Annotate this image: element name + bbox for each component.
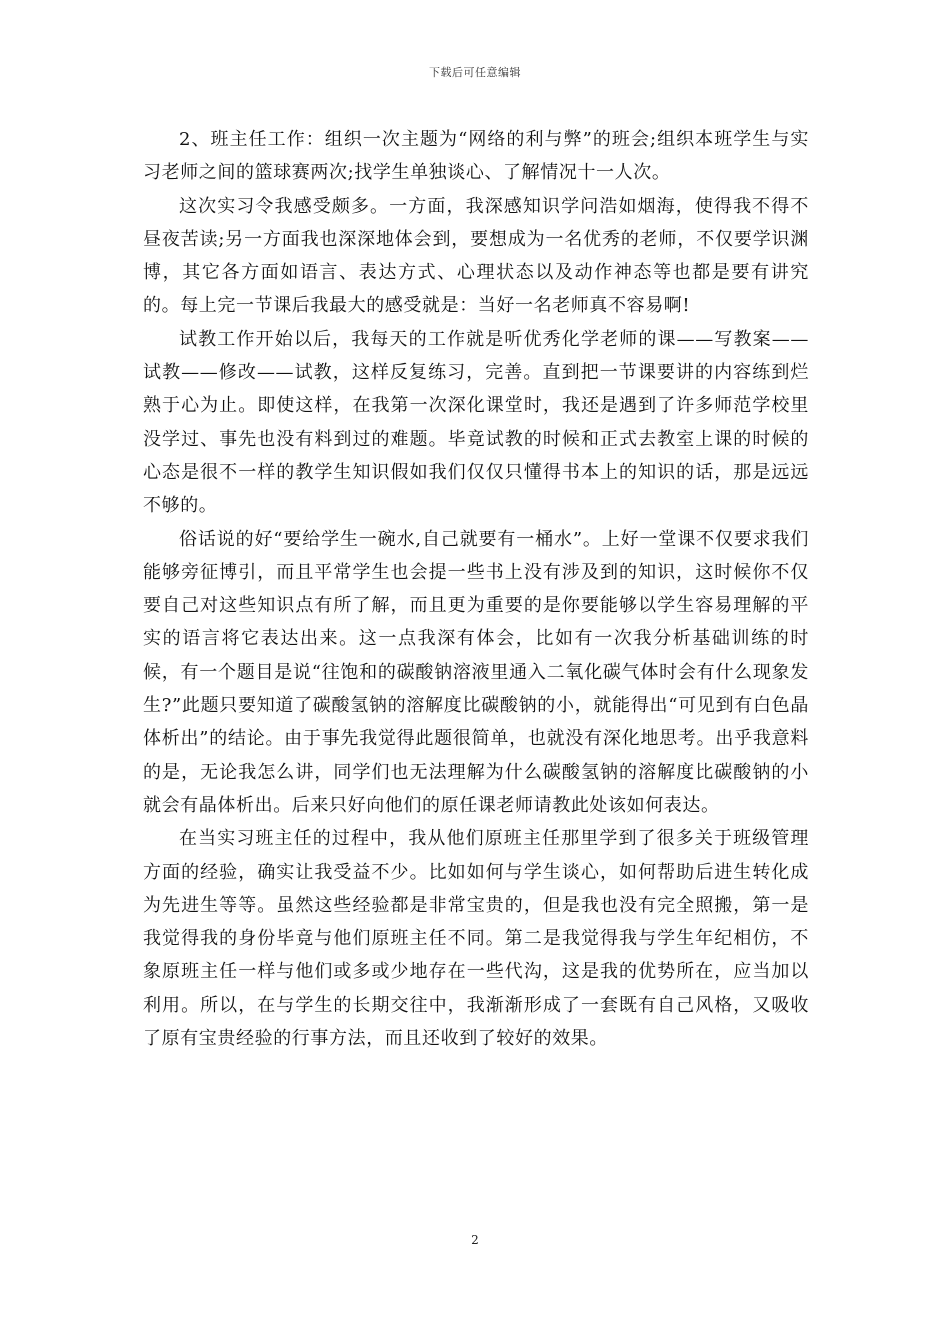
page-header: 下载后可任意编辑 bbox=[429, 66, 521, 79]
paragraph-2: 这次实习令我感受颇多。一方面，我深感知识学问浩如烟海，使得我不得不昼夜苦读;另一方面我也深深地体会到，要想成为一名优秀的老师，不仅要学识渊博，其它各方面如语言、表达方式、心理状态以及动作神态等也都是要有讲究的。每上完一节课后我最大的感受就是：当好一名老师真不容易啊! bbox=[143, 195, 809, 317]
page-number: 2 bbox=[471, 1233, 479, 1247]
paragraph-5: 在当实习班主任的过程中，我从他们原班主任那里学到了很多关于班级管理方面的经验，确实让我受益不少。比如如何与学生谈心，如何帮助后进生转化成为先进生等等。虽然这些经验都是非常宝贵的，但是我也没有完全照搬，第一是我觉得我的身份毕竟与他们原班主任不同。第二是我觉得我与学生年纪相仿，不象原班主任一样与他们或多或少地存在一些代沟，这是我的优势所在，应当加以利用。所以，在与学生的长期交往中，我渐渐形成了一套既有自己风格，又吸收了原有宝贵经验的行事方法，而且还收到了较好的效果。 bbox=[143, 828, 809, 1050]
paragraph-1: 2、班主任工作：组织一次主题为“网络的利与弊”的班会;组织本班学生与实习老师之间的篮球赛两次;找学生单独谈心、了解情况十一人次。 bbox=[143, 129, 809, 184]
paragraph-4: 俗话说的好“要给学生一碗水,自己就要有一桶水”。上好一堂课不仅要求我们能够旁征博引，而且平常学生也会提一些书上没有涉及到的知识，这时候你不仅要自己对这些知识点有所了解，而且更为重要的是你要能够以学生容易理解的平实的语言将它表达出来。这一点我深有体会，比如有一次我分析基础训练的时候，有一个题目是说“往饱和的碳酸钠溶液里通入二氧化碳气体时会有什么现象发生?”此题只要知道了碳酸氢钠的溶解度比碳酸钠的小，就能得出“可见到有白色晶体析出”的结论。由于事先我觉得此题很简单，也就没有深化地思考。出乎我意料的是，无论我怎么讲，同学们也无法理解为什么碳酸氢钠的溶解度比碳酸钠的小就会有晶体析出。后来只好向他们的原任课老师请教此处该如何表达。 bbox=[143, 528, 809, 816]
document-body bbox=[143, 123, 809, 1055]
paragraph-3: 试教工作开始以后，我每天的工作就是听优秀化学老师的课——写教案——试教——修改——试教，这样反复练习，完善。直到把一节课要讲的内容练到烂熟于心为止。即使这样，在我第一次深化课堂时，我还是遇到了许多师范学校里没学过、事先也没有料到过的难题。毕竟试教的时候和正式去教室上课的时候的心态是很不一样的教学生知识假如我们仅仅只懂得书本上的知识的话，那是远远不够的。 bbox=[143, 328, 809, 517]
